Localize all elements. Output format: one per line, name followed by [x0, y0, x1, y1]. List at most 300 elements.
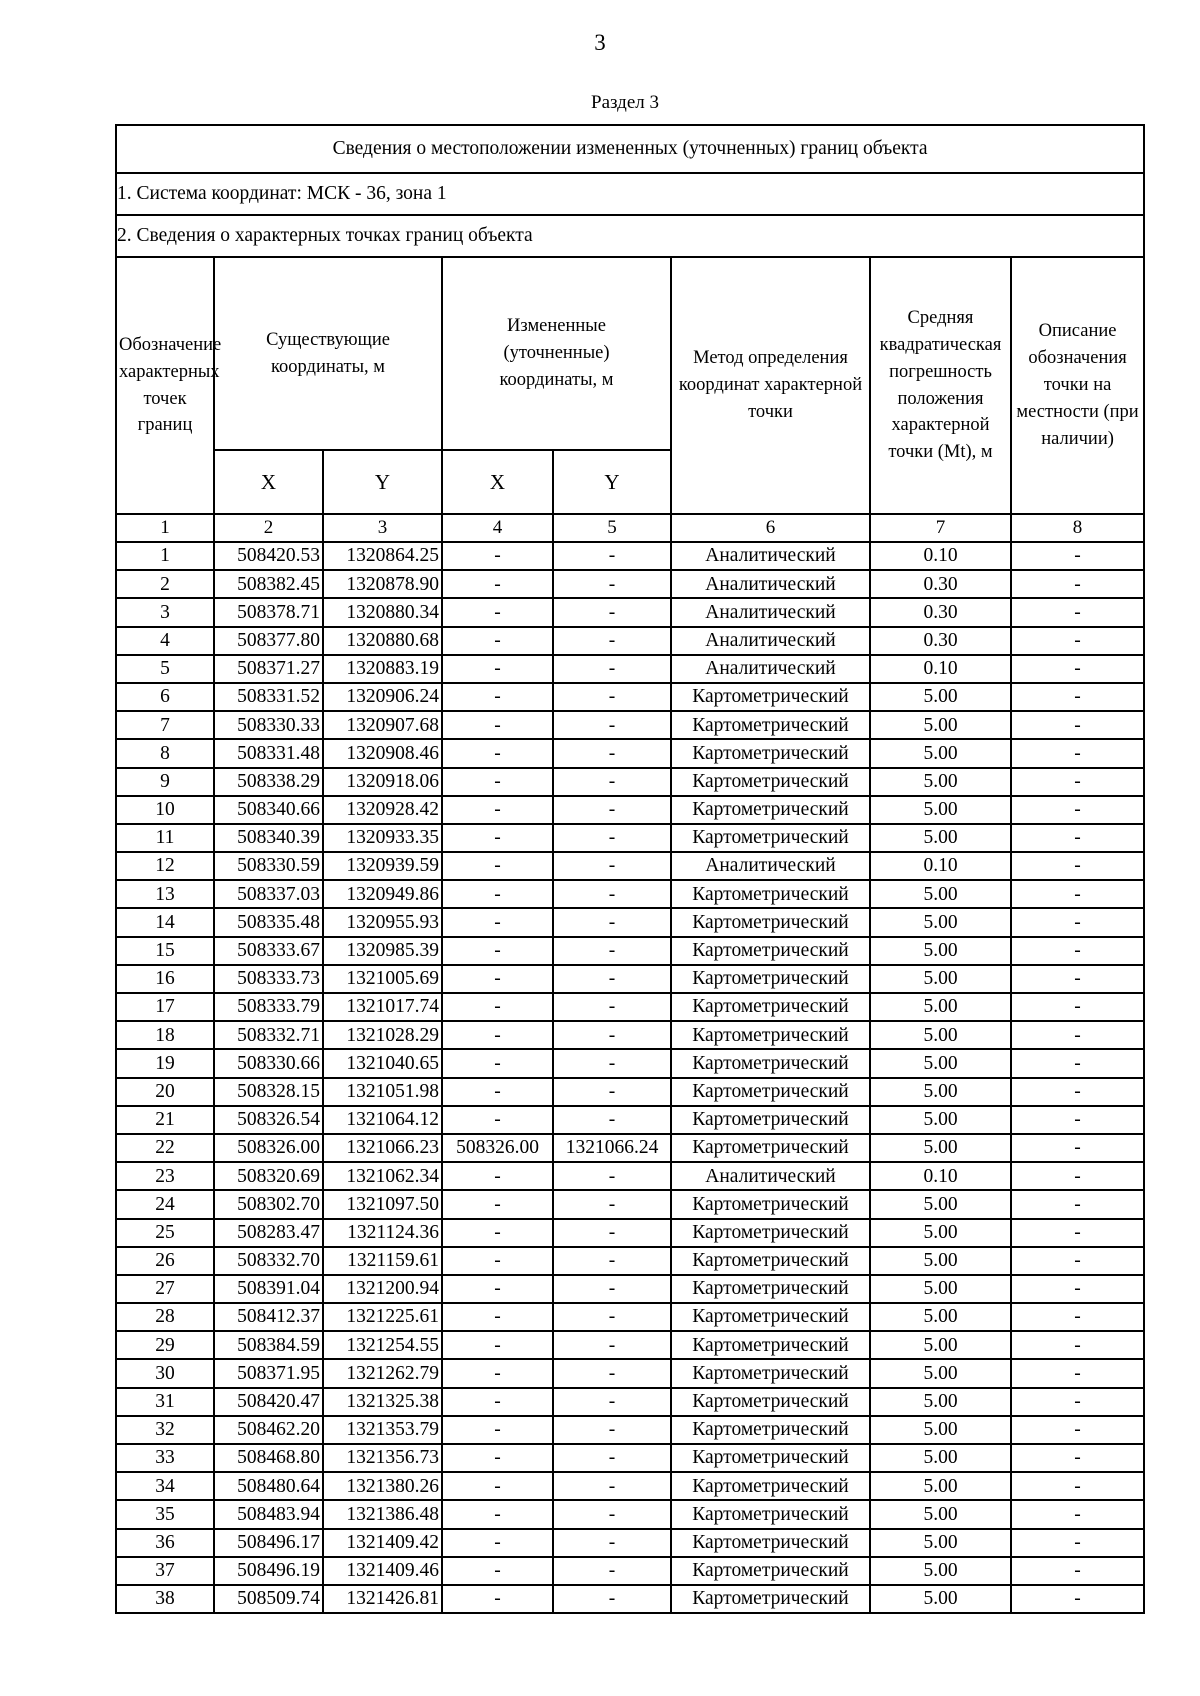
cell-changed-x: - [442, 1331, 553, 1359]
cell-existing-y: 1321380.26 [323, 1472, 442, 1500]
cell-method: Картометрический [671, 1275, 870, 1303]
cell-mean-square-error: 5.00 [870, 1134, 1011, 1162]
cell-point-number: 21 [116, 1106, 214, 1134]
cell-method: Картометрический [671, 1021, 870, 1049]
cell-existing-x: 508378.71 [214, 598, 323, 626]
cell-existing-x: 508337.03 [214, 880, 323, 908]
table-row [116, 1500, 1144, 1528]
cell-mean-square-error: 5.00 [870, 1021, 1011, 1049]
table-row [116, 1416, 1144, 1444]
cell-description: - [1011, 655, 1144, 683]
cell-mean-square-error: 5.00 [870, 1106, 1011, 1134]
page-number: 3 [594, 30, 606, 55]
cell-method: Картометрический [671, 1359, 870, 1387]
cell-point-number: 4 [116, 627, 214, 655]
cell-point-number: 34 [116, 1472, 214, 1500]
cell-description: - [1011, 1162, 1144, 1190]
cell-method: Аналитический [671, 598, 870, 626]
cell-changed-y: - [553, 1585, 671, 1613]
table-row [116, 1275, 1144, 1303]
cell-existing-x: 508320.69 [214, 1162, 323, 1190]
cell-method: Картометрический [671, 1247, 870, 1275]
cell-point-number: 28 [116, 1303, 214, 1331]
header-existing-coords [214, 257, 442, 450]
cell-description: - [1011, 1557, 1144, 1585]
cell-existing-x: 508391.04 [214, 1275, 323, 1303]
cell-existing-x: 508462.20 [214, 1416, 323, 1444]
cell-mean-square-error: 5.00 [870, 1557, 1011, 1585]
header-mean-square-error-text: Средняя квадратическая погрешность положения характерной точки (Mt), м [879, 308, 1002, 463]
cell-changed-x: - [442, 739, 553, 767]
cell-mean-square-error: 5.00 [870, 1275, 1011, 1303]
cell-method: Аналитический [671, 852, 870, 880]
cell-description: - [1011, 908, 1144, 936]
cell-existing-y: 1320907.68 [323, 711, 442, 739]
cell-existing-x: 508412.37 [214, 1303, 323, 1331]
coordinate-system: 1. Система координат: МСК - 36, зона 1 [116, 173, 1144, 215]
cell-changed-y: - [553, 824, 671, 852]
cell-mean-square-error: 5.00 [870, 1472, 1011, 1500]
header-point-designation [116, 257, 222, 514]
cell-point-number: 19 [116, 1049, 214, 1077]
column-number: 5 [553, 514, 671, 542]
cell-changed-y: - [553, 739, 671, 767]
header-existing-y: Y [323, 450, 442, 514]
cell-changed-y: - [553, 1359, 671, 1387]
cell-method: Картометрический [671, 796, 870, 824]
cell-changed-y: - [553, 1078, 671, 1106]
cell-existing-y: 1321353.79 [323, 1416, 442, 1444]
cell-method: Картометрический [671, 1078, 870, 1106]
cell-point-number: 26 [116, 1247, 214, 1275]
cell-point-number: 33 [116, 1444, 214, 1472]
cell-existing-y: 1321028.29 [323, 1021, 442, 1049]
table-row [116, 1078, 1144, 1106]
cell-existing-y: 1320908.46 [323, 739, 442, 767]
cell-existing-y: 1320955.93 [323, 908, 442, 936]
cell-changed-y: - [553, 1219, 671, 1247]
cell-method: Картометрический [671, 1585, 870, 1613]
cell-changed-y: - [553, 655, 671, 683]
cell-method: Аналитический [671, 655, 870, 683]
cell-description: - [1011, 683, 1144, 711]
cell-mean-square-error: 5.00 [870, 1444, 1011, 1472]
cell-point-number: 23 [116, 1162, 214, 1190]
cell-changed-y: 1321066.24 [553, 1134, 671, 1162]
cell-changed-y: - [553, 1472, 671, 1500]
cell-existing-y: 1321005.69 [323, 965, 442, 993]
cell-existing-y: 1320985.39 [323, 937, 442, 965]
cell-mean-square-error: 0.30 [870, 627, 1011, 655]
cell-existing-y: 1321097.50 [323, 1190, 442, 1218]
table-row [116, 1106, 1144, 1134]
cell-description: - [1011, 1134, 1144, 1162]
cell-changed-x: - [442, 1472, 553, 1500]
cell-existing-x: 508331.52 [214, 683, 323, 711]
cell-existing-y: 1320878.90 [323, 570, 442, 598]
cell-mean-square-error: 5.00 [870, 993, 1011, 1021]
cell-mean-square-error: 5.00 [870, 1078, 1011, 1106]
column-number: 3 [323, 514, 442, 542]
table-row [116, 1359, 1144, 1387]
cell-changed-x: - [442, 824, 553, 852]
table-row [116, 1162, 1144, 1190]
cell-changed-x: - [442, 852, 553, 880]
cell-method: Картометрический [671, 1472, 870, 1500]
cell-changed-y: - [553, 1049, 671, 1077]
table-row [116, 683, 1144, 711]
cell-point-number: 16 [116, 965, 214, 993]
table-row [116, 711, 1144, 739]
cell-changed-x: - [442, 796, 553, 824]
cell-point-number: 36 [116, 1529, 214, 1557]
cell-point-number: 30 [116, 1359, 214, 1387]
cell-existing-y: 1320864.25 [323, 542, 442, 570]
cell-existing-x: 508371.95 [214, 1359, 323, 1387]
column-number: 6 [671, 514, 870, 542]
cell-method: Картометрический [671, 993, 870, 1021]
cell-description: - [1011, 1388, 1144, 1416]
cell-existing-x: 508330.66 [214, 1049, 323, 1077]
cell-mean-square-error: 0.10 [870, 1162, 1011, 1190]
cell-existing-x: 508483.94 [214, 1500, 323, 1528]
cell-changed-x: 508326.00 [442, 1134, 553, 1162]
cell-existing-x: 508333.79 [214, 993, 323, 1021]
cell-changed-x: - [442, 993, 553, 1021]
cell-point-number: 37 [116, 1557, 214, 1585]
cell-point-number: 25 [116, 1219, 214, 1247]
cell-changed-x: - [442, 1388, 553, 1416]
cell-existing-y: 1321066.23 [323, 1134, 442, 1162]
table-row [116, 627, 1144, 655]
cell-description: - [1011, 824, 1144, 852]
column-number: 7 [870, 514, 1011, 542]
cell-changed-y: - [553, 1444, 671, 1472]
cell-existing-y: 1321200.94 [323, 1275, 442, 1303]
cell-description: - [1011, 1529, 1144, 1557]
cell-existing-x: 508333.73 [214, 965, 323, 993]
cell-existing-x: 508283.47 [214, 1219, 323, 1247]
table-body [116, 542, 1144, 1613]
cell-method: Картометрический [671, 908, 870, 936]
cell-mean-square-error: 5.00 [870, 768, 1011, 796]
table-row [116, 880, 1144, 908]
table-row [116, 993, 1144, 1021]
cell-changed-x: - [442, 711, 553, 739]
cell-existing-y: 1321254.55 [323, 1331, 442, 1359]
cell-mean-square-error: 0.30 [870, 570, 1011, 598]
cell-description: - [1011, 1106, 1144, 1134]
table-row [116, 1529, 1144, 1557]
cell-changed-y: - [553, 1162, 671, 1190]
cell-mean-square-error: 5.00 [870, 880, 1011, 908]
cell-changed-y: - [553, 1106, 671, 1134]
cell-mean-square-error: 0.10 [870, 852, 1011, 880]
cell-description: - [1011, 768, 1144, 796]
cell-changed-y: - [553, 1247, 671, 1275]
cell-changed-y: - [553, 1529, 671, 1557]
cell-description: - [1011, 852, 1144, 880]
cell-changed-y: - [553, 1331, 671, 1359]
cell-existing-x: 508335.48 [214, 908, 323, 936]
cell-point-number: 2 [116, 570, 214, 598]
cell-existing-x: 508496.17 [214, 1529, 323, 1557]
cell-point-number: 18 [116, 1021, 214, 1049]
cell-method: Картометрический [671, 768, 870, 796]
cell-changed-x: - [442, 1190, 553, 1218]
cell-point-number: 12 [116, 852, 214, 880]
cell-mean-square-error: 5.00 [870, 1190, 1011, 1218]
cell-existing-x: 508509.74 [214, 1585, 323, 1613]
cell-point-number: 1 [116, 542, 214, 570]
cell-changed-x: - [442, 655, 553, 683]
table-row [116, 1049, 1144, 1077]
cell-description: - [1011, 1275, 1144, 1303]
cell-changed-y: - [553, 1275, 671, 1303]
cell-point-number: 35 [116, 1500, 214, 1528]
cell-description: - [1011, 1444, 1144, 1472]
cell-mean-square-error: 5.00 [870, 1359, 1011, 1387]
header-changed-y: Y [553, 450, 671, 514]
header-changed-x: X [442, 450, 553, 514]
cell-changed-y: - [553, 1557, 671, 1585]
cell-description: - [1011, 1416, 1144, 1444]
cell-mean-square-error: 5.00 [870, 1585, 1011, 1613]
cell-description: - [1011, 711, 1144, 739]
cell-method: Картометрический [671, 739, 870, 767]
cell-method: Картометрический [671, 1529, 870, 1557]
cell-existing-y: 1320883.19 [323, 655, 442, 683]
cell-existing-x: 508331.48 [214, 739, 323, 767]
cell-method: Картометрический [671, 1219, 870, 1247]
cell-changed-x: - [442, 1106, 553, 1134]
cell-changed-y: - [553, 598, 671, 626]
cell-description: - [1011, 796, 1144, 824]
cell-existing-x: 508420.53 [214, 542, 323, 570]
cell-existing-y: 1320880.34 [323, 598, 442, 626]
cell-existing-x: 508340.66 [214, 796, 323, 824]
cell-mean-square-error: 5.00 [870, 908, 1011, 936]
table-row [116, 1444, 1144, 1472]
cell-existing-y: 1320928.42 [323, 796, 442, 824]
cell-method: Картометрический [671, 1049, 870, 1077]
table-row [116, 1190, 1144, 1218]
cell-description: - [1011, 1049, 1144, 1077]
cell-changed-y: - [553, 965, 671, 993]
header-changed-coords-text: Измененные (уточненные) координаты, м [499, 316, 614, 390]
cell-mean-square-error: 5.00 [870, 1500, 1011, 1528]
cell-method: Картометрический [671, 1500, 870, 1528]
cell-description: - [1011, 1078, 1144, 1106]
cell-mean-square-error: 5.00 [870, 1416, 1011, 1444]
points-heading: 2. Сведения о характерных точках границ объекта [116, 215, 1144, 257]
cell-point-number: 13 [116, 880, 214, 908]
cell-existing-x: 508328.15 [214, 1078, 323, 1106]
cell-description: - [1011, 1190, 1144, 1218]
cell-mean-square-error: 5.00 [870, 1219, 1011, 1247]
cell-point-number: 27 [116, 1275, 214, 1303]
header-method-text: Метод определения координат характерной точки [678, 348, 863, 422]
header-description [1011, 257, 1144, 514]
cell-changed-y: - [553, 542, 671, 570]
cell-changed-x: - [442, 1275, 553, 1303]
cell-point-number: 15 [116, 937, 214, 965]
cell-existing-x: 508302.70 [214, 1190, 323, 1218]
cell-mean-square-error: 5.00 [870, 1388, 1011, 1416]
cell-mean-square-error: 5.00 [870, 1331, 1011, 1359]
cell-existing-y: 1320939.59 [323, 852, 442, 880]
cell-changed-y: - [553, 1388, 671, 1416]
cell-existing-x: 508496.19 [214, 1557, 323, 1585]
table-row [116, 570, 1144, 598]
header-existing-x: X [214, 450, 323, 514]
cell-changed-y: - [553, 993, 671, 1021]
cell-existing-x: 508333.67 [214, 937, 323, 965]
cell-changed-x: - [442, 1500, 553, 1528]
cell-changed-x: - [442, 1444, 553, 1472]
cell-existing-y: 1320918.06 [323, 768, 442, 796]
cell-method: Картометрический [671, 824, 870, 852]
cell-method: Картометрический [671, 880, 870, 908]
table-row [116, 1021, 1144, 1049]
cell-mean-square-error: 0.30 [870, 598, 1011, 626]
cell-method: Картометрический [671, 1303, 870, 1331]
table-row [116, 1388, 1144, 1416]
cell-existing-x: 508340.39 [214, 824, 323, 852]
cell-existing-x: 508330.33 [214, 711, 323, 739]
section-title: Раздел 3 [591, 92, 659, 113]
cell-method: Картометрический [671, 1444, 870, 1472]
cell-existing-y: 1321426.81 [323, 1585, 442, 1613]
cell-point-number: 32 [116, 1416, 214, 1444]
cell-changed-x: - [442, 570, 553, 598]
cell-changed-x: - [442, 937, 553, 965]
cell-changed-x: - [442, 1416, 553, 1444]
cell-existing-y: 1321124.36 [323, 1219, 442, 1247]
cell-point-number: 3 [116, 598, 214, 626]
cell-existing-y: 1321409.46 [323, 1557, 442, 1585]
cell-mean-square-error: 0.10 [870, 655, 1011, 683]
cell-description: - [1011, 598, 1144, 626]
column-number: 8 [1011, 514, 1144, 542]
header-changed-coords [442, 257, 671, 450]
cell-changed-y: - [553, 1500, 671, 1528]
cell-description: - [1011, 1303, 1144, 1331]
table-row [116, 1247, 1144, 1275]
table-row [116, 1557, 1144, 1585]
cell-description: - [1011, 880, 1144, 908]
cell-point-number: 9 [116, 768, 214, 796]
cell-changed-y: - [553, 570, 671, 598]
cell-mean-square-error: 5.00 [870, 965, 1011, 993]
cell-changed-x: - [442, 1049, 553, 1077]
cell-point-number: 29 [116, 1331, 214, 1359]
cell-description: - [1011, 993, 1144, 1021]
cell-description: - [1011, 1331, 1144, 1359]
cell-description: - [1011, 1219, 1144, 1247]
cell-mean-square-error: 5.00 [870, 739, 1011, 767]
cell-changed-y: - [553, 852, 671, 880]
table-row [116, 542, 1144, 570]
cell-changed-x: - [442, 542, 553, 570]
column-numbers-row [116, 514, 1144, 542]
cell-existing-y: 1320949.86 [323, 880, 442, 908]
cell-existing-y: 1321062.34 [323, 1162, 442, 1190]
cell-existing-y: 1321325.38 [323, 1388, 442, 1416]
cell-point-number: 8 [116, 739, 214, 767]
column-number: 2 [214, 514, 323, 542]
cell-method: Аналитический [671, 627, 870, 655]
table-title: Сведения о местоположении измененных (уточненных) границ объекта [116, 125, 1144, 173]
cell-mean-square-error: 5.00 [870, 1247, 1011, 1275]
header-point-designation-text: Обозначение характерных точек границ [119, 334, 222, 436]
cell-method: Картометрический [671, 1331, 870, 1359]
cell-method: Картометрический [671, 1416, 870, 1444]
cell-description: - [1011, 1247, 1144, 1275]
cell-description: - [1011, 937, 1144, 965]
header-description-text: Описание обозначения точки на местности (при наличии) [1016, 321, 1139, 449]
cell-existing-x: 508332.71 [214, 1021, 323, 1049]
cell-existing-y: 1320906.24 [323, 683, 442, 711]
table-row [116, 1303, 1144, 1331]
cell-point-number: 14 [116, 908, 214, 936]
cell-point-number: 11 [116, 824, 214, 852]
cell-method: Картометрический [671, 683, 870, 711]
cell-changed-y: - [553, 683, 671, 711]
cell-existing-x: 508420.47 [214, 1388, 323, 1416]
cell-mean-square-error: 0.10 [870, 542, 1011, 570]
header-mean-square-error [870, 257, 1011, 514]
header-existing-coords-text: Существующие координаты, м [266, 329, 390, 377]
table-row [116, 824, 1144, 852]
table-row [116, 768, 1144, 796]
cell-method: Картометрический [671, 1134, 870, 1162]
table-row [116, 965, 1144, 993]
cell-changed-y: - [553, 1303, 671, 1331]
cell-existing-x: 508330.59 [214, 852, 323, 880]
cell-description: - [1011, 1359, 1144, 1387]
cell-mean-square-error: 5.00 [870, 1303, 1011, 1331]
cell-existing-x: 508338.29 [214, 768, 323, 796]
cell-description: - [1011, 1500, 1144, 1528]
cell-existing-y: 1321017.74 [323, 993, 442, 1021]
table-row [116, 1134, 1144, 1162]
cell-changed-x: - [442, 1585, 553, 1613]
cell-description: - [1011, 739, 1144, 767]
cell-changed-x: - [442, 598, 553, 626]
cell-existing-x: 508377.80 [214, 627, 323, 655]
cell-existing-x: 508326.54 [214, 1106, 323, 1134]
table-row [116, 852, 1144, 880]
cell-method: Аналитический [671, 1162, 870, 1190]
cell-existing-y: 1321225.61 [323, 1303, 442, 1331]
column-number: 4 [442, 514, 553, 542]
table-row [116, 1472, 1144, 1500]
cell-description: - [1011, 542, 1144, 570]
cell-existing-y: 1320933.35 [323, 824, 442, 852]
cell-changed-x: - [442, 683, 553, 711]
cell-changed-x: - [442, 1078, 553, 1106]
cell-description: - [1011, 1021, 1144, 1049]
cell-method: Картометрический [671, 1557, 870, 1585]
cell-existing-y: 1321159.61 [323, 1247, 442, 1275]
cell-mean-square-error: 5.00 [870, 711, 1011, 739]
cell-changed-x: - [442, 1162, 553, 1190]
cell-point-number: 10 [116, 796, 214, 824]
table-row [116, 937, 1144, 965]
cell-point-number: 31 [116, 1388, 214, 1416]
cell-mean-square-error: 5.00 [870, 796, 1011, 824]
